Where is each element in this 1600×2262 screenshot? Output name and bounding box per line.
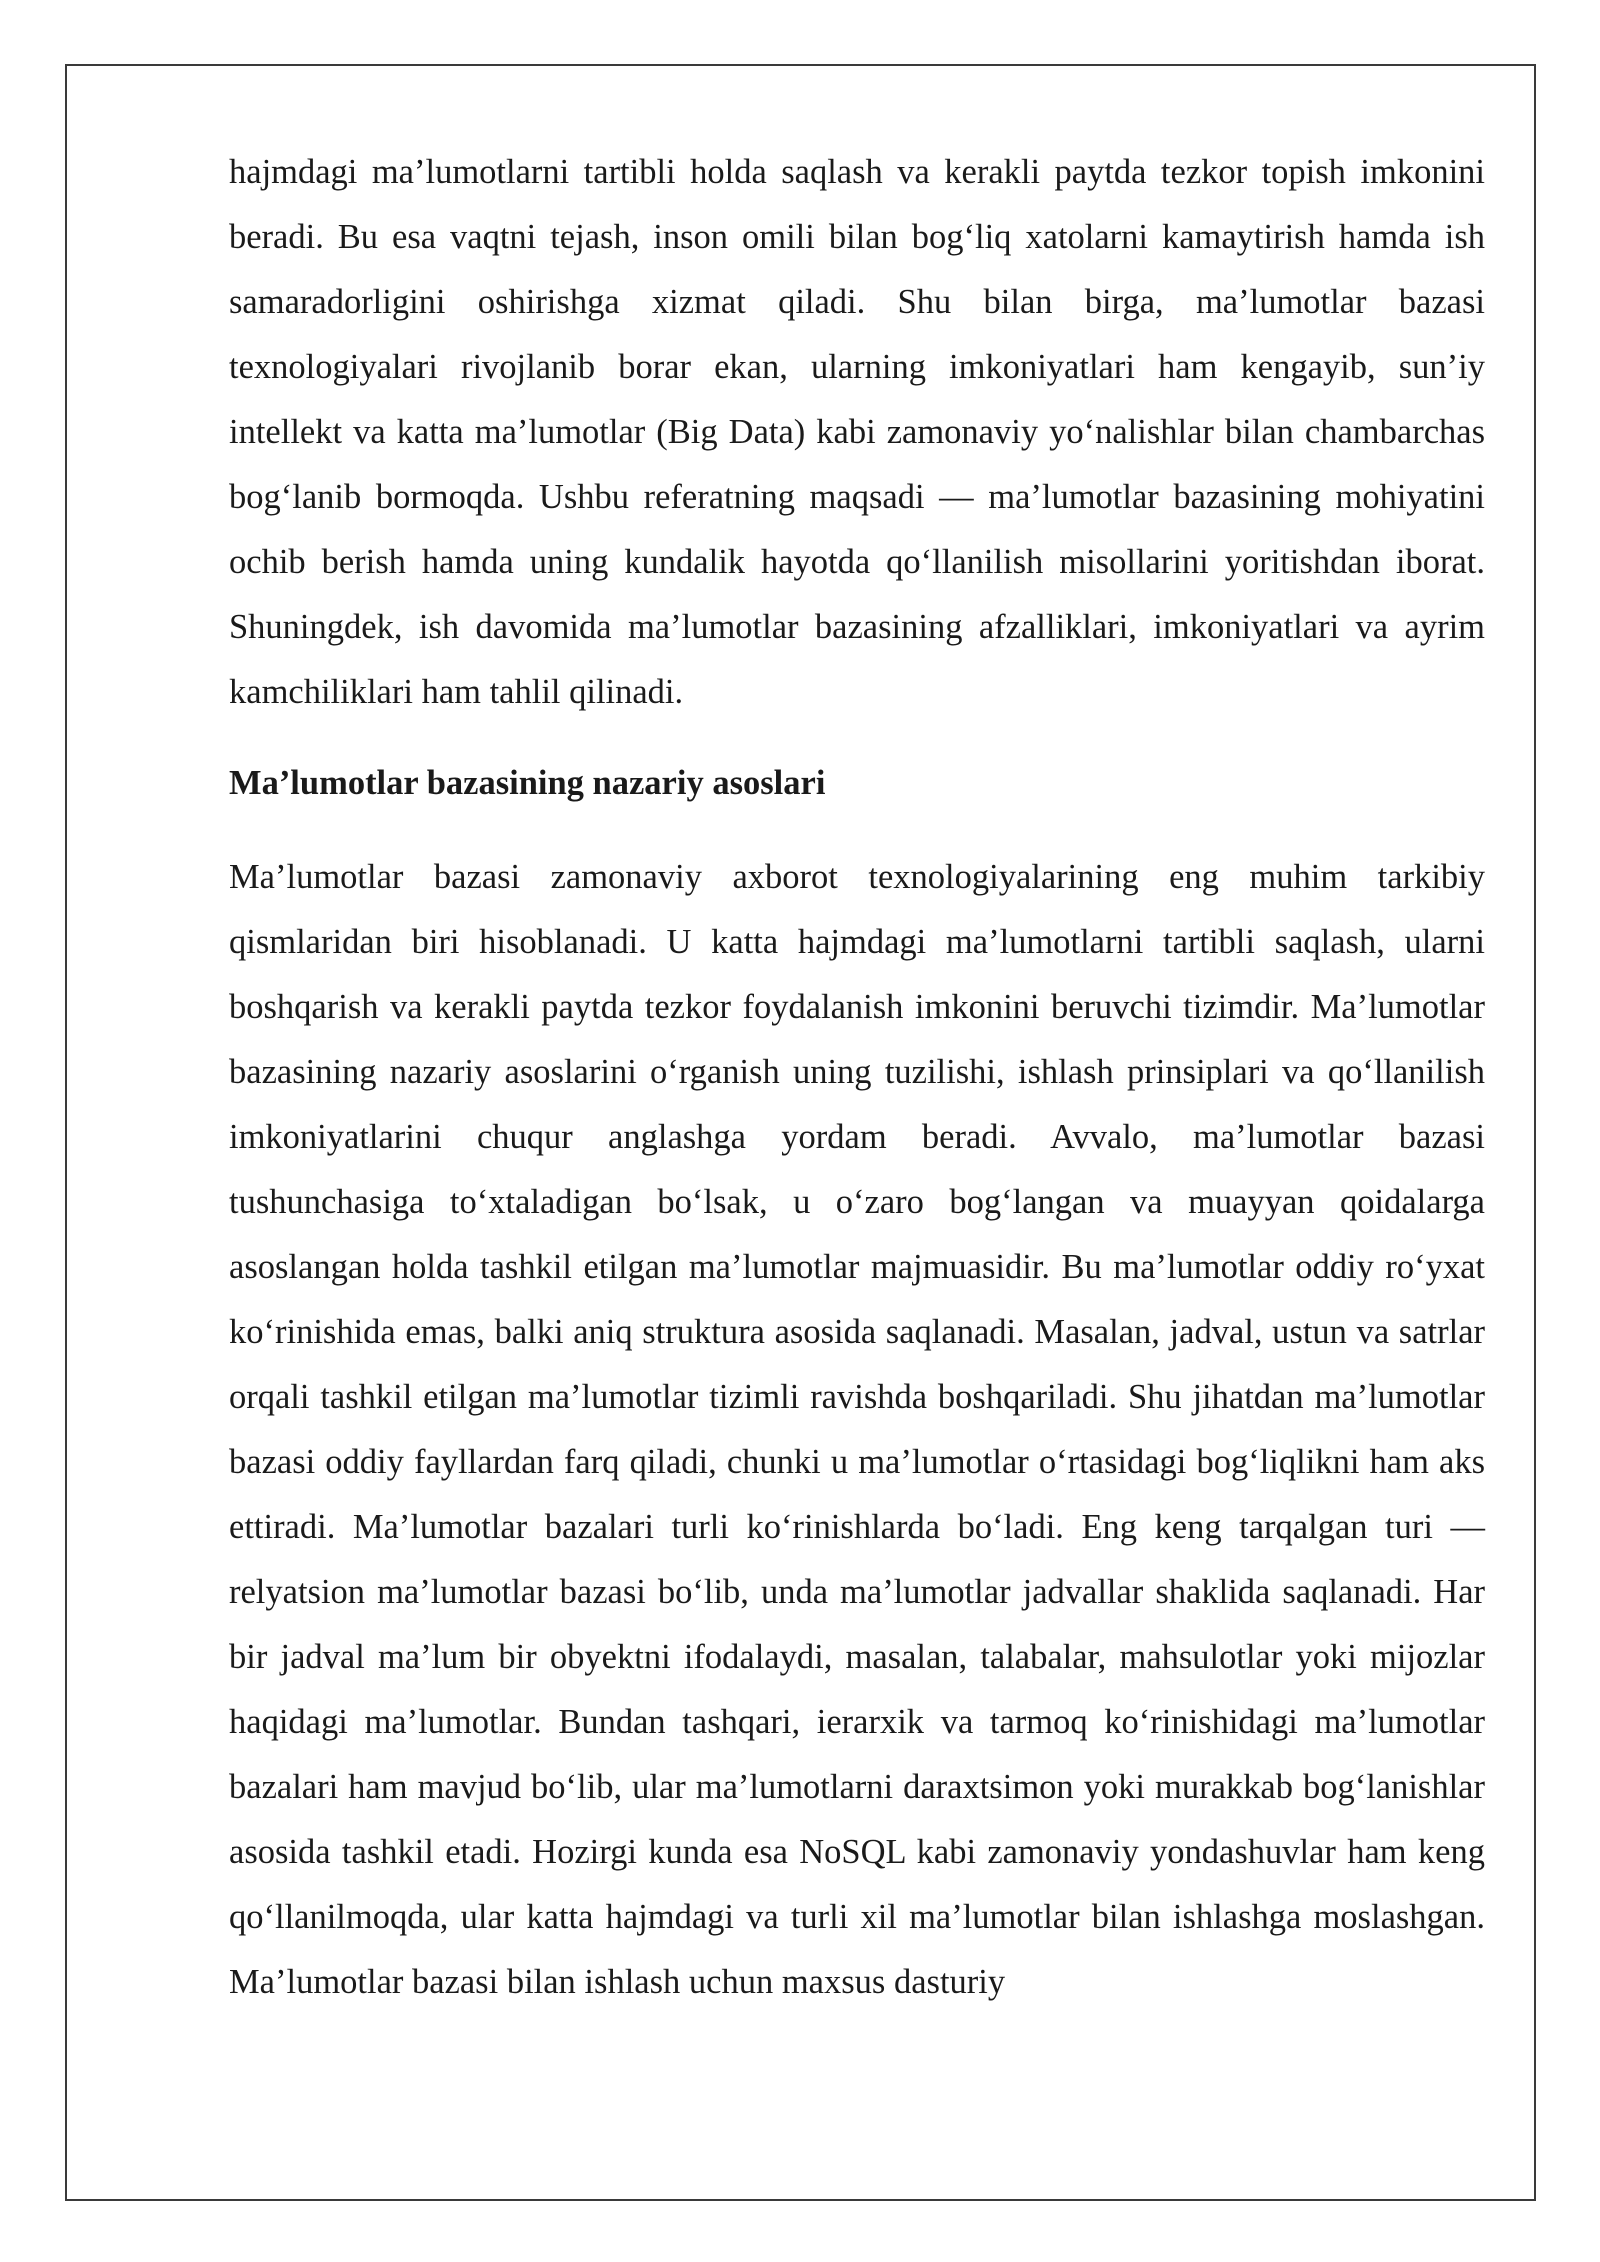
paragraph-theory: Ma’lumotlar bazasi zamonaviy axborot texnologiyalarining eng muhim tarkibiy qismlaridan biri hisoblanadi. U katta hajmdagi ma’lumotlarni tartibli saqlash, ularni boshqarish va kerakli paytda tezkor foydalanish imkonini beruvchi tizimdir. Ma’lumotlar bazasining nazariy asoslarini o‘rganish uning tuzilishi, ishlash prinsiplari va qo‘llanilish imkoniyatlarini chuqur anglashga yordam beradi. Avvalo, ma’lumotlar bazasi tushunchasiga to‘xtaladigan bo‘lsak, u o‘zaro bog‘langan va muayyan qoidalarga asoslangan holda tashkil etilgan ma’lumotlar majmuasidir. Bu ma’lumotlar oddiy ro‘yxat ko‘rinishida emas, balki aniq struktura asosida saqlanadi. Masalan, jadval, ustun va satrlar orqali tashkil etilgan ma’lumotlar tizimli ravishda boshqariladi. Shu jihatdan ma’lumotlar bazasi oddiy fayllardan farq qiladi, chunki u ma’lumotlar o‘rtasidagi bog‘liqlikni ham aks ettiradi. Ma’lumotlar bazalari turli ko‘rinishlarda bo‘ladi. Eng keng tarqalgan turi — relyatsion ma’lumotlar bazasi bo‘lib, unda ma’lumotlar jadvallar shaklida saqlanadi. Har bir jadval ma’lum bir obyektni ifodalaydi, masalan, talabalar, mahsulotlar yoki mijozlar haqidagi ma’lumotlar. Bundan tashqari, ierarxik va tarmoq ko‘rinishidagi ma’lumotlar bazalari ham mavjud bo‘lib, ular ma’lumotlarni daraxtsimon yoki murakkab bog‘lanishlar asosida tashkil etadi. Hozirgi kunda esa NoSQL kabi zamonaviy yondashuvlar ham keng qo‘llanilmoqda, ular katta hajmdagi va turli xil ma’lumotlar bilan ishlashga moslashgan. Ma’lumotlar bazasi bilan ishlash uchun maxsus dasturiy bbox=[229, 858, 1485, 2001]
section-heading: Ma’lumotlar bazasining nazariy asoslari bbox=[229, 764, 826, 802]
paragraph-intro-continuation: hajmdagi ma’lumotlarni tartibli holda saqlash va kerakli paytda tezkor topish imkonini beradi. Bu esa vaqtni tejash, inson omili bilan bog‘liq xatolarni kamaytirish hamda ish samaradorligini oshirishga xizmat qiladi. Shu bilan birga, ma’lumotlar bazasi texnologiyalari rivojlanib borar ekan, ularning imkoniyatlari ham kengayib, sun’iy intellekt va katta ma’lumotlar (Big Data) kabi zamonaviy yo‘nalishlar bilan chambarchas bog‘lanib bormoqda. Ushbu referatning maqsadi — ma’lumotlar bazasining mohiyatini ochib berish hamda uning kundalik hayotda qo‘llanilish misollarini yoritishdan iborat. Shuningdek, ish davomida ma’lumotlar bazasining afzalliklari, imkoniyatlari va ayrim kamchiliklari ham tahlil qilinadi. bbox=[229, 153, 1485, 711]
document-body bbox=[229, 140, 1485, 2015]
